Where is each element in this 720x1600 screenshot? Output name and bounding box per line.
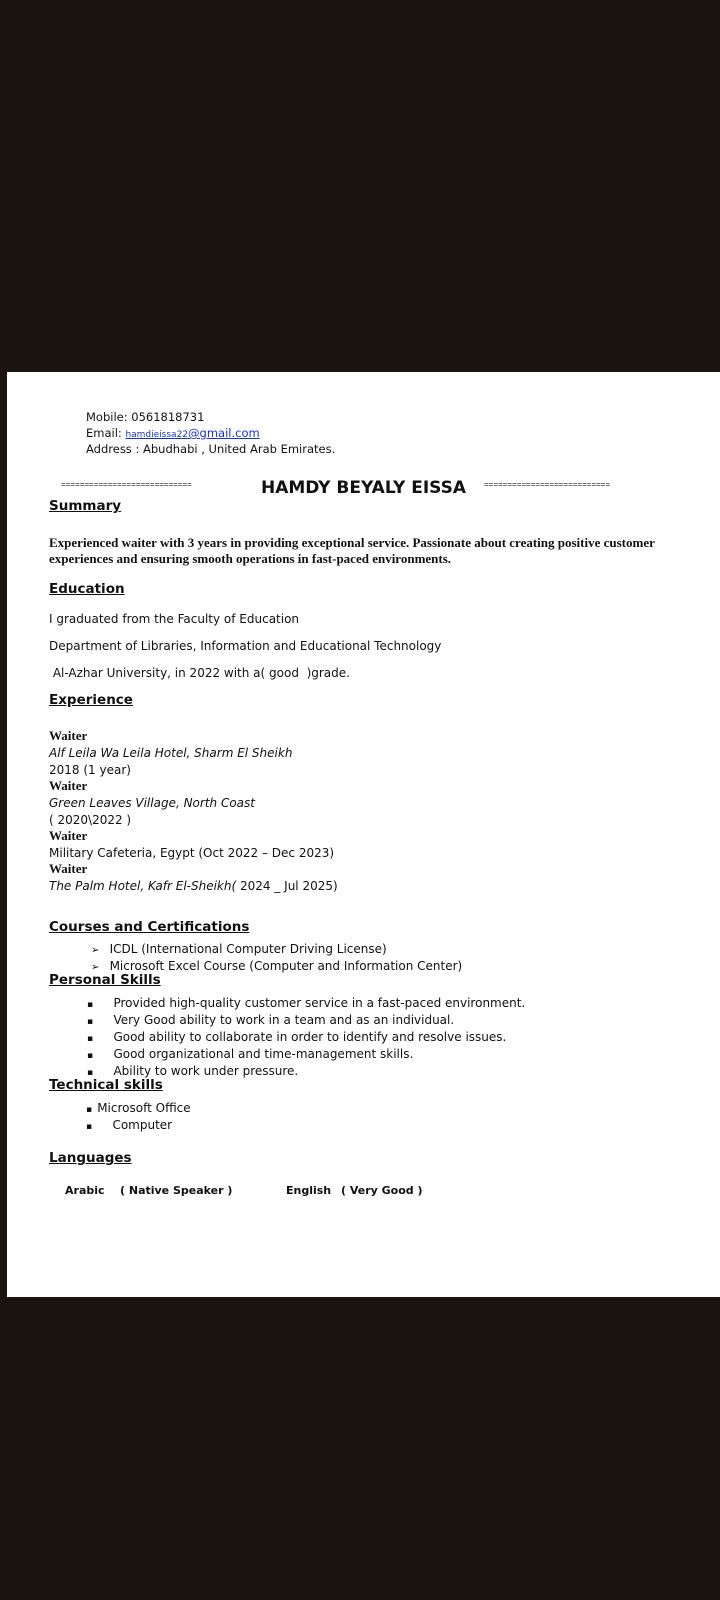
job-place: Alf Leila Wa Leila Hotel, Sharm El Sheikh [49, 746, 293, 760]
education-heading: Education [49, 581, 125, 597]
job-place: Military Cafeteria, Egypt (Oct 2022 – Dec 2023) [49, 846, 335, 860]
job-role: Waiter [49, 728, 88, 743]
job-place: The Palm Hotel, Kafr El-Sheikh( [49, 879, 237, 893]
job-period: 2024 _ Jul 2025) [236, 879, 338, 893]
email-label: Email: [86, 426, 126, 440]
skill-item: ▪ Ability to work under pressure. [87, 1064, 299, 1078]
job-place: Green Leaves Village, North Coast [49, 796, 255, 810]
job-role: Waiter [49, 828, 88, 843]
language-level: ( Very Good ) [341, 1184, 423, 1197]
course-item: ➢ Microsoft Excel Course (Computer and Information Center) [91, 959, 463, 973]
job-place-line [49, 879, 338, 893]
divider-right: =========================== [484, 480, 611, 489]
skill-item: ▪ Provided high-quality customer service in a fast-paced environment. [87, 996, 526, 1010]
skill-item: ▪ Very Good ability to work in a team and as an individual. [87, 1013, 455, 1027]
language-level: ( Native Speaker ) [120, 1184, 233, 1197]
courses-heading: Courses and Certifications [49, 919, 250, 935]
contact-mobile: Mobile: 0561818731 [86, 410, 205, 424]
arrow-bullet-icon: ➢ [91, 962, 100, 973]
job-period: 2018 (1 year) [49, 763, 131, 777]
summary-text: Experienced waiter with 3 years in providing exceptional service. Passionate about creating positive customer experiences and ensuring smooth operations in fast-paced environments. [49, 535, 655, 566]
job-role: Waiter [49, 778, 88, 793]
contact-address: Address : Abudhabi , United Arab Emirates. [86, 442, 336, 456]
skill-item: ▪ Good organizational and time-management skills. [87, 1047, 414, 1061]
technical-item: ▪ Computer [86, 1118, 173, 1132]
personal-skills-heading: Personal Skills [49, 972, 161, 988]
square-bullet-icon: ▪ [86, 1105, 93, 1115]
arrow-bullet-icon: ➢ [91, 945, 100, 956]
skill-item: ▪ Good ability to collaborate in order to identify and resolve issues. [87, 1030, 507, 1044]
summary-heading: Summary [49, 498, 122, 514]
experience-heading: Experience [49, 692, 133, 708]
contact-email [86, 426, 260, 440]
technical-item: ▪ Microsoft Office [86, 1101, 191, 1115]
candidate-name: HAMDY BEYALY EISSA [261, 478, 467, 498]
square-bullet-icon: ▪ [87, 1034, 94, 1044]
divider-left: ============================ [61, 480, 192, 489]
course-item: ➢ ICDL (International Computer Driving License) [91, 942, 387, 956]
email-domain: @gmail.com [188, 426, 260, 440]
education-line: Al-Azhar University, in 2022 with a( good )grade. [49, 666, 350, 680]
language-name: English [286, 1184, 332, 1197]
square-bullet-icon: ▪ [87, 1017, 94, 1027]
square-bullet-icon: ▪ [87, 1068, 94, 1078]
square-bullet-icon: ▪ [86, 1122, 93, 1132]
languages-heading: Languages [49, 1150, 132, 1166]
email-link[interactable] [125, 426, 259, 440]
square-bullet-icon: ▪ [87, 1000, 94, 1010]
education-line: I graduated from the Faculty of Education [49, 612, 300, 626]
resume-page [7, 372, 720, 1297]
square-bullet-icon: ▪ [87, 1051, 94, 1061]
technical-skills-heading: Technical skills [49, 1077, 163, 1093]
language-name: Arabic [65, 1184, 105, 1197]
education-line: Department of Libraries, Information and Educational Technology [49, 639, 442, 653]
job-role: Waiter [49, 861, 88, 876]
job-period: ( 2020\2022 ) [49, 813, 132, 827]
email-user: hamdieissa22 [125, 430, 189, 440]
